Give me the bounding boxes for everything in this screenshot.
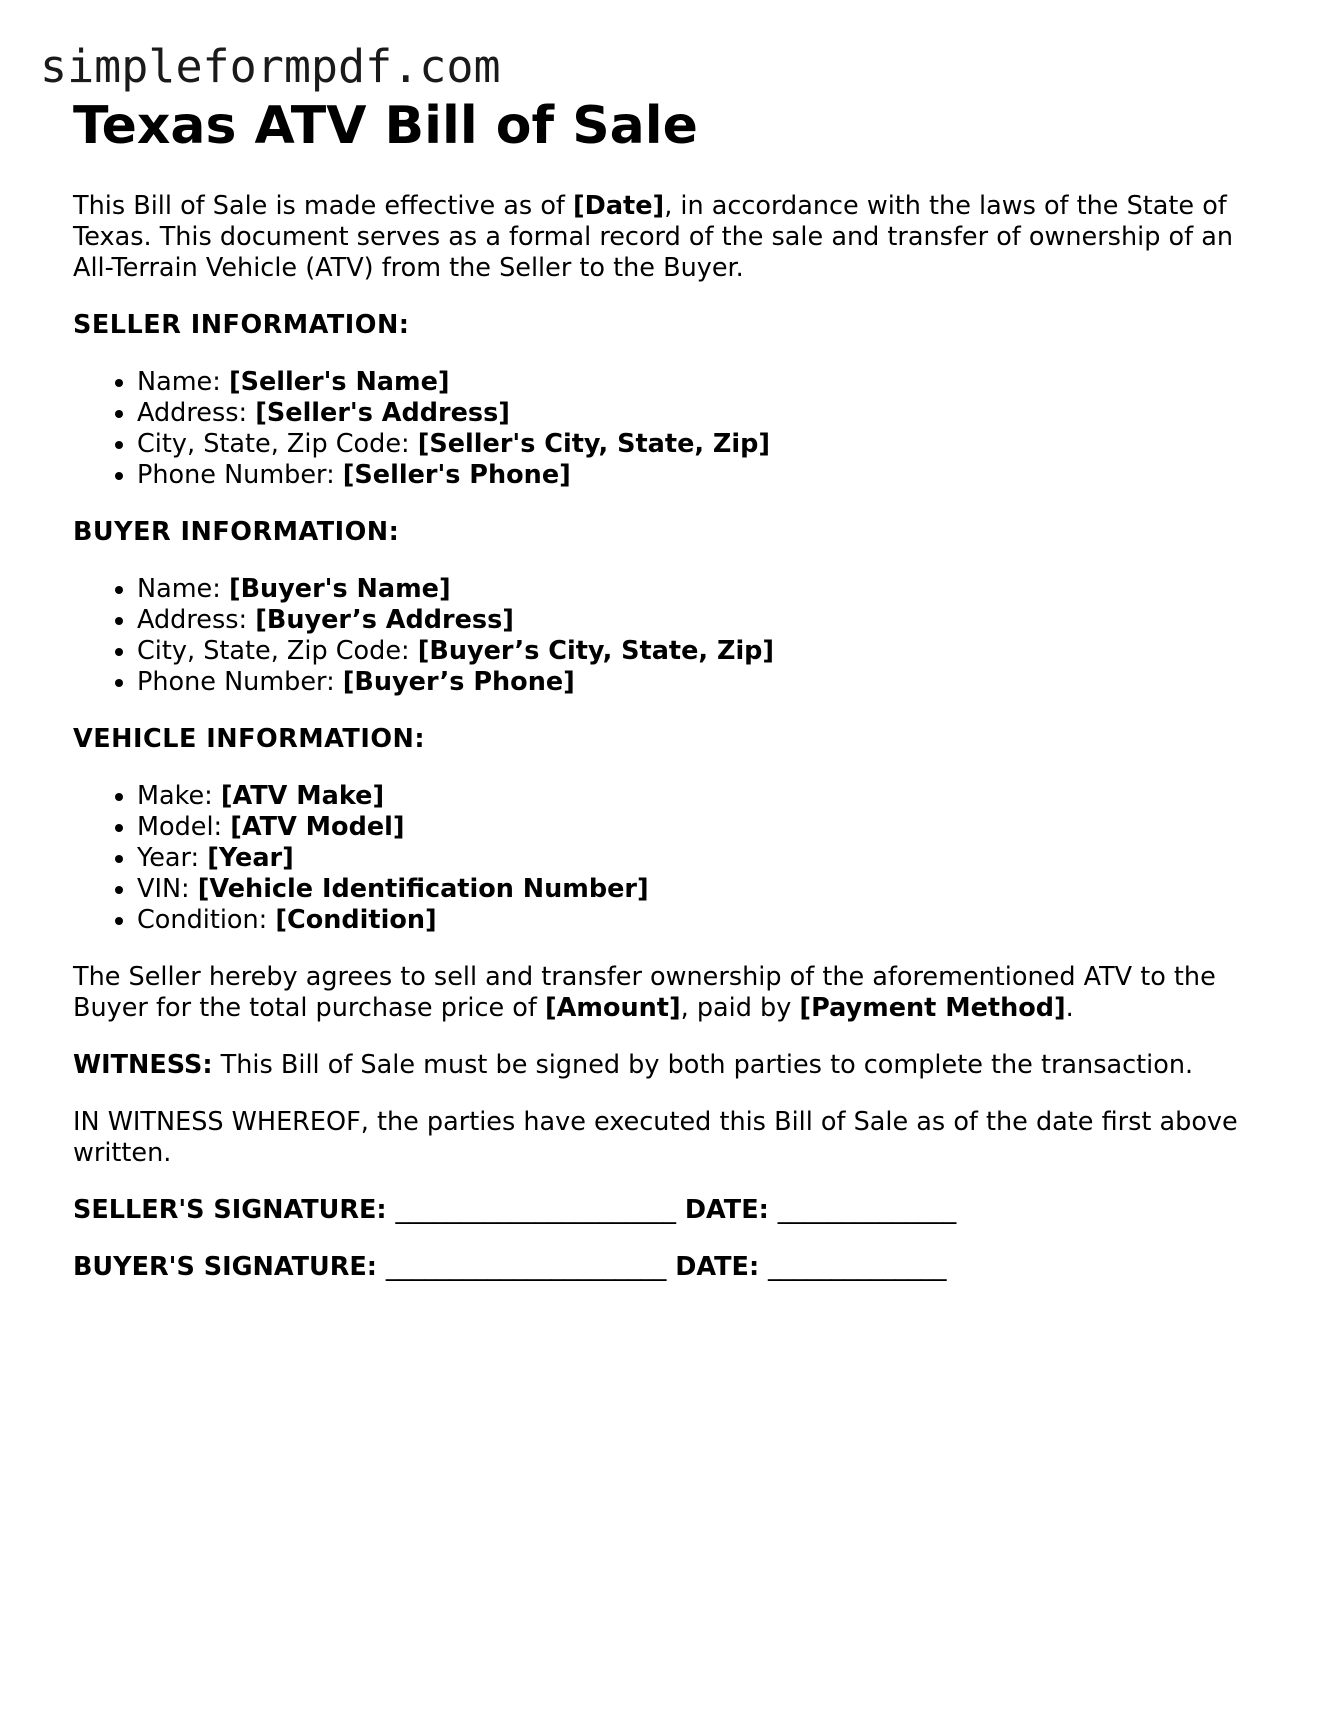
seller-section-heading: SELLER INFORMATION: — [73, 310, 410, 341]
list-item — [137, 874, 1253, 905]
buyer-address-field: [Buyer’s Address] — [255, 605, 514, 636]
vehicle-section-heading: VEHICLE INFORMATION: — [73, 724, 426, 755]
witness-paragraph — [73, 1050, 1253, 1081]
vehicle-vin-label: VIN: — [137, 874, 198, 905]
effective-date-field: [Date] — [573, 191, 665, 222]
buyer-name-field: [Buyer's Name] — [228, 574, 451, 605]
buyer-signature-label: BUYER'S SIGNATURE: — [73, 1252, 386, 1283]
intro-text-post: , in accordance with the laws of the State of Texas. This document serves as a formal record of the sale and transfer of ownership of an All-Terrain Vehicle (ATV) from the Seller to the Buyer. — [73, 191, 1233, 284]
list-item — [137, 605, 1253, 636]
seller-city-label: City, State, Zip Code: — [137, 429, 418, 460]
vehicle-make-field: [ATV Make] — [220, 781, 385, 812]
amount-field: [Amount] — [544, 993, 681, 1024]
vehicle-condition-field: [Condition] — [275, 905, 437, 936]
buyer-city-label: City, State, Zip Code: — [137, 636, 418, 667]
seller-date-label: DATE: — [676, 1195, 778, 1226]
vehicle-model-label: Model: — [137, 812, 231, 843]
list-item — [137, 905, 1253, 936]
seller-phone-label: Phone Number: — [137, 460, 343, 491]
seller-signature-row — [73, 1195, 1253, 1226]
buyer-city-field: [Buyer’s City, State, Zip] — [417, 636, 775, 667]
buyer-info-list — [73, 574, 1253, 698]
seller-address-label: Address: — [137, 398, 256, 429]
list-item — [137, 367, 1253, 398]
buyer-name-label: Name: — [137, 574, 229, 605]
seller-phone-field: [Seller's Phone] — [342, 460, 571, 491]
list-item — [137, 781, 1253, 812]
intro-paragraph — [73, 191, 1253, 284]
witness-text: This Bill of Sale must be signed by both parties to complete the transaction. — [212, 1050, 1194, 1081]
seller-info-list — [73, 367, 1253, 491]
list-item — [137, 429, 1253, 460]
vehicle-model-field: [ATV Model] — [230, 812, 405, 843]
list-item — [137, 812, 1253, 843]
list-item — [137, 460, 1253, 491]
seller-name-field: [Seller's Name] — [228, 367, 450, 398]
list-item — [137, 574, 1253, 605]
vehicle-condition-label: Condition: — [137, 905, 276, 936]
list-item — [137, 843, 1253, 874]
buyer-date-label: DATE: — [666, 1252, 769, 1283]
buyer-signature-row — [73, 1252, 1253, 1283]
witness-label: WITNESS: — [73, 1050, 213, 1081]
list-item — [137, 667, 1253, 698]
seller-city-field: [Seller's City, State, Zip] — [417, 429, 771, 460]
seller-name-label: Name: — [137, 367, 229, 398]
document-title: Texas ATV Bill of Sale — [73, 96, 698, 156]
seller-date-line[interactable]: ______________ — [777, 1195, 957, 1226]
list-item — [137, 636, 1253, 667]
buyer-section-heading: BUYER INFORMATION: — [73, 517, 400, 548]
seller-signature-line[interactable]: ______________________ — [395, 1195, 676, 1226]
seller-signature-label: SELLER'S SIGNATURE: — [73, 1195, 396, 1226]
list-item — [137, 398, 1253, 429]
sale-text-post: . — [1065, 993, 1074, 1024]
payment-method-field: [Payment Method] — [799, 993, 1066, 1024]
vehicle-year-label: Year: — [137, 843, 208, 874]
sale-text-pre: The Seller hereby agrees to sell and transfer ownership of the aforementioned ATV to the Buyer for the total purchase price of — [73, 962, 1216, 1024]
watermark-logo: simpleformpdf.com — [40, 40, 501, 93]
vehicle-year-field: [Year] — [207, 843, 294, 874]
buyer-address-label: Address: — [137, 605, 256, 636]
buyer-phone-field: [Buyer’s Phone] — [342, 667, 575, 698]
sale-text-mid: , paid by — [680, 993, 800, 1024]
intro-text-pre: This Bill of Sale is made effective as of — [73, 191, 574, 222]
sale-terms-paragraph — [73, 962, 1253, 1024]
document-body — [73, 95, 1253, 1283]
vehicle-vin-field: [Vehicle Identification Number] — [197, 874, 649, 905]
buyer-date-line[interactable]: ______________ — [768, 1252, 947, 1283]
vehicle-info-list — [73, 781, 1253, 936]
vehicle-make-label: Make: — [137, 781, 221, 812]
buyer-phone-label: Phone Number: — [137, 667, 343, 698]
buyer-signature-line[interactable]: ______________________ — [385, 1252, 667, 1283]
seller-address-field: [Seller's Address] — [255, 398, 510, 429]
in-witness-paragraph: IN WITNESS WHEREOF, the parties have executed this Bill of Sale as of the date first above written. — [73, 1107, 1238, 1169]
